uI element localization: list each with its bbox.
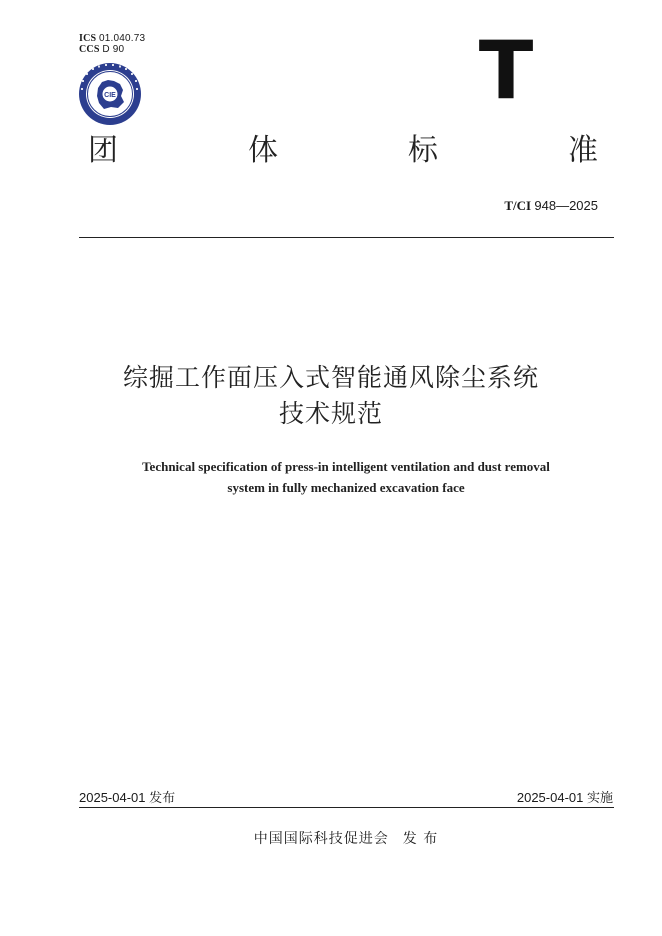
header-char-1: 团	[88, 133, 118, 168]
standard-number	[504, 198, 598, 214]
publisher	[0, 828, 662, 848]
header-char-4: 准	[568, 133, 598, 168]
ccs-label: CCS	[79, 44, 100, 55]
implementation-date-value: 2025-04-01	[516, 790, 584, 805]
standard-prefix: T/CI	[504, 198, 532, 213]
organization-seal-icon	[78, 62, 142, 126]
issue-date	[79, 787, 175, 806]
bottom-divider	[79, 807, 614, 808]
logo-text: CIE	[104, 92, 116, 99]
standard-num: 948—2025	[534, 198, 598, 213]
top-divider	[79, 237, 614, 238]
implementation-date	[517, 787, 613, 806]
ccs-code	[79, 44, 124, 56]
chinese-title-line-1: 综掘工作面压入式智能通风除尘系统	[122, 363, 539, 392]
english-title-line-2: system in fully mechanized excavation face	[227, 480, 465, 495]
ics-value: 01.040.73	[98, 33, 146, 44]
issue-date-value: 2025-04-01	[79, 790, 146, 805]
header-char-2: 体	[248, 133, 278, 168]
chinese-title-line-2: 技术规范	[278, 399, 383, 428]
ics-label: ICS	[79, 33, 97, 44]
standard-type-mark	[479, 36, 533, 104]
ccs-value: D 90	[102, 44, 125, 55]
type-letter: T	[479, 36, 533, 104]
publisher-action: 发 布	[402, 831, 439, 847]
english-title-line-1: Technical specification of press-in intelligent ventilation and dust removal	[142, 459, 550, 474]
implementation-label: 实施	[586, 791, 613, 806]
publisher-name: 中国国际科技促进会	[253, 831, 389, 847]
header-char-3: 标	[408, 133, 438, 168]
issue-label: 发布	[149, 791, 176, 806]
